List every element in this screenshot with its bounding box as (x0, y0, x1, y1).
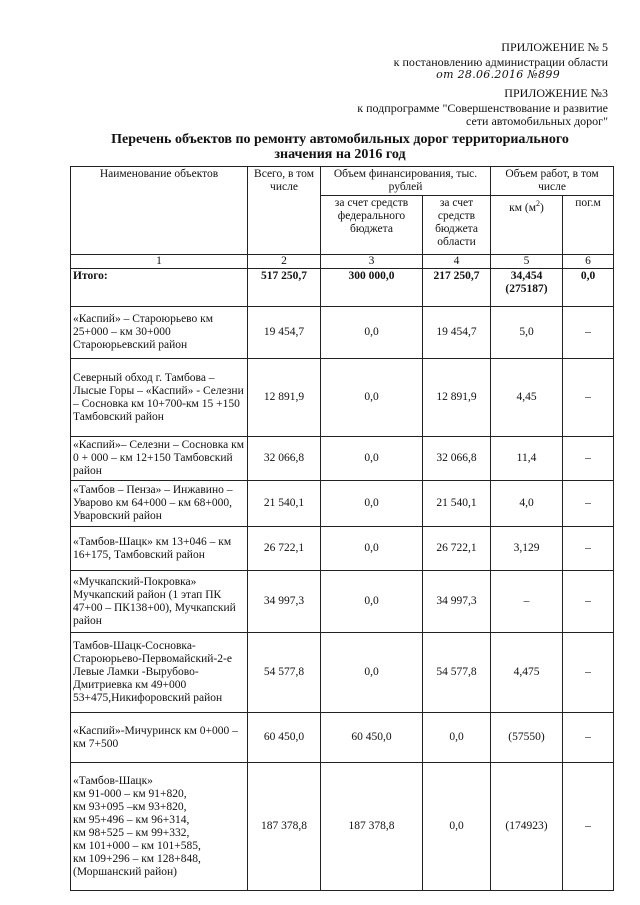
object-regional: 0,0 (423, 713, 491, 763)
title-line2: значения на 2016 год (274, 147, 406, 162)
object-total: 54 577,8 (248, 633, 321, 713)
header-km: км $(м^2)$ (491, 196, 563, 255)
object-total: 12 891,9 (248, 359, 321, 437)
object-total: 34 997,3 (248, 571, 321, 633)
header-pm: пог.м (563, 196, 614, 255)
object-federal: 0,0 (321, 481, 423, 527)
object-name: Северный обход г. Тамбова – Лысые Горы – «Каспий» - Селезни – Сосновка км 10+700-км 15 +150 Тамбовский район (71, 359, 248, 437)
total-label: Итого: (71, 269, 248, 307)
document-title (60, 132, 620, 162)
object-name: «Тамбов-Шацк» км 13+046 – км 16+175, Тамбовский район (71, 527, 248, 571)
handwritten-date-number: от 28.06.2016 №899 (436, 68, 560, 81)
table-row (71, 571, 614, 633)
table-row (71, 481, 614, 527)
objects-table (70, 166, 614, 891)
total-km: 34,454 (275187) (491, 269, 563, 307)
object-name: «Мучкапский-Покровка» Мучкапский район (1 этап ПК 47+00 – ПК138+00), Мучкапский район (71, 571, 248, 633)
subprogram-reference-line1: к подпрограмме "Совершенствование и развитие (357, 101, 608, 115)
table-row (71, 527, 614, 571)
total-federal: 300 000,0 (321, 269, 423, 307)
object-regional: 0,0 (423, 763, 491, 891)
object-regional: 19 454,7 (423, 307, 491, 359)
total-sum: 517 250,7 (248, 269, 321, 307)
object-total: 21 540,1 (248, 481, 321, 527)
header-regional: за счет средств бюджета области (423, 196, 491, 255)
appendix3-label: ПРИЛОЖЕНИЕ №3 (504, 86, 608, 100)
index-cell: 6 (563, 255, 614, 269)
name-line: «Тамбов-Шацк» (73, 774, 153, 787)
object-federal: 0,0 (321, 527, 423, 571)
object-total: 60 450,0 (248, 713, 321, 763)
header-name: Наименование объектов (71, 167, 248, 255)
object-regional: 21 540,1 (423, 481, 491, 527)
title-line1: Перечень объектов по ремонту автомобильных дорог территориального (111, 132, 569, 147)
object-pm: – (563, 359, 614, 437)
object-pm: – (563, 763, 614, 891)
header-works: Объем работ, в том числе (491, 167, 614, 196)
name-line: км 109+296 – км 128+848, (73, 852, 201, 865)
object-federal: 0,0 (321, 359, 423, 437)
table-row (71, 763, 614, 891)
object-federal: 187 378,8 (321, 763, 423, 891)
object-km: (174923) (491, 763, 563, 891)
object-total: 19 454,7 (248, 307, 321, 359)
object-pm: – (563, 481, 614, 527)
object-regional: 12 891,9 (423, 359, 491, 437)
object-km: 4,475 (491, 633, 563, 713)
object-km: 3,129 (491, 527, 563, 571)
object-km: – (491, 571, 563, 633)
table-row (71, 713, 614, 763)
index-cell: 3 (321, 255, 423, 269)
name-line: км 95+496 – км 96+314, (73, 813, 190, 826)
subprogram-reference-line2: сети автомобильных дорог" (465, 114, 608, 128)
table-row (71, 633, 614, 713)
name-line: км 93+095 –км 93+820, (73, 800, 187, 813)
object-federal: 0,0 (321, 307, 423, 359)
object-pm: – (563, 527, 614, 571)
table-row (71, 307, 614, 359)
name-line: км 101+000 – км 101+585, (73, 839, 201, 852)
object-pm: – (563, 307, 614, 359)
object-total: 32 066,8 (248, 437, 321, 481)
total-regional: 217 250,7 (423, 269, 491, 307)
object-federal: 0,0 (321, 571, 423, 633)
object-regional: 32 066,8 (423, 437, 491, 481)
total-pm: 0,0 (563, 269, 614, 307)
object-total: 26 722,1 (248, 527, 321, 571)
index-row (71, 255, 614, 269)
object-pm: – (563, 437, 614, 481)
name-line: км 91-000 – км 91+820, (73, 787, 187, 800)
object-name: «Каспий»– Селезни – Сосновка км 0 + 000 – км 12+150 Тамбовский район (71, 437, 248, 481)
object-km: 4,45 (491, 359, 563, 437)
object-regional: 26 722,1 (423, 527, 491, 571)
object-pm: – (563, 713, 614, 763)
name-line: (Моршанский район) (73, 865, 177, 878)
object-km: (57550) (491, 713, 563, 763)
object-federal: 0,0 (321, 633, 423, 713)
object-km: 4,0 (491, 481, 563, 527)
header-federal: за счет средств федерального бюджета (321, 196, 423, 255)
total-row (71, 269, 614, 307)
object-name (71, 763, 248, 891)
object-pm: – (563, 633, 614, 713)
appendix5-label: ПРИЛОЖЕНИЕ № 5 (501, 40, 608, 54)
object-pm: – (563, 571, 614, 633)
object-name: «Тамбов – Пенза» – Инжавино – Уварово км 64+000 – км 68+000, Уваровский район (71, 481, 248, 527)
index-cell: 5 (491, 255, 563, 269)
table-row (71, 437, 614, 481)
object-total: 187 378,8 (248, 763, 321, 891)
index-cell: 4 (423, 255, 491, 269)
name-line: км 98+525 – км 99+332, (73, 826, 190, 839)
object-name: Тамбов-Шацк-Сосновка-Староюрьево-Первомайский-2-е Левые Ламки -Вырубово-Дмитриевка км 49+000 53+475,Никифоровский район (71, 633, 248, 713)
object-km: 11,4 (491, 437, 563, 481)
index-cell: 1 (71, 255, 248, 269)
object-regional: 54 577,8 (423, 633, 491, 713)
object-name: «Каспий» – Староюрьево км 25+000 – км 30+000 Староюрьевский район (71, 307, 248, 359)
object-regional: 34 997,3 (423, 571, 491, 633)
index-cell: 2 (248, 255, 321, 269)
table-row (71, 359, 614, 437)
object-name: «Каспий»-Мичуринск км 0+000 – км 7+500 (71, 713, 248, 763)
object-federal: 0,0 (321, 437, 423, 481)
header-total: Всего, в том числе (248, 167, 321, 255)
resolution-reference: к постановлению администрации области (393, 55, 608, 69)
object-federal: 60 450,0 (321, 713, 423, 763)
header-financing: Объем финансирования, тыс. рублей (321, 167, 491, 196)
object-km: 5,0 (491, 307, 563, 359)
